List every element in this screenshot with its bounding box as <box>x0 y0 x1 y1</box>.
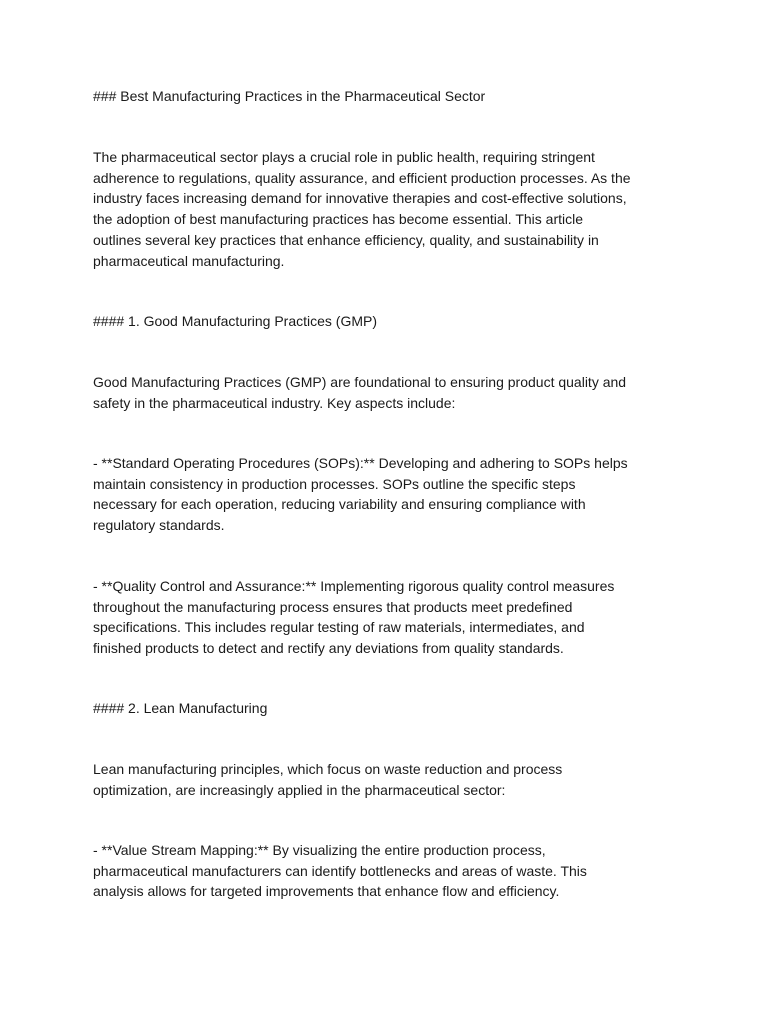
text-line: pharmaceutical manufacturers can identify bottlenecks and areas of waste. This <box>93 862 587 879</box>
text-line: maintain consistency in production processes. SOPs outline the specific steps <box>93 475 576 492</box>
text-line: finished products to detect and rectify any deviations from quality standards. <box>93 640 564 657</box>
text-line: optimization, are increasingly applied in the pharmaceutical sector: <box>93 781 506 798</box>
text-line: specifications. This includes regular testing of raw materials, intermediates, and <box>93 619 585 636</box>
text-line: analysis allows for targeted improvements that enhance flow and efficiency. <box>93 883 560 900</box>
text-line: throughout the manufacturing process ensures that products meet predefined <box>93 598 573 615</box>
text-line: regulatory standards. <box>93 517 225 534</box>
text-line: outlines several key practices that enhance efficiency, quality, and sustainability in <box>93 231 599 248</box>
text-line: #### 1. Good Manufacturing Practices (GMP) <box>93 313 378 329</box>
quality-control-bullet <box>93 576 683 659</box>
text-line: the adoption of best manufacturing practices has become essential. This article <box>93 211 584 228</box>
text-line: adherence to regulations, quality assurance, and efficient production processes. As the <box>93 169 631 186</box>
section-1-heading <box>93 311 683 332</box>
intro-paragraph <box>93 147 683 271</box>
text-line: industry faces increasing demand for innovative therapies and cost-effective solutions, <box>93 190 627 207</box>
document-title <box>93 86 683 107</box>
text-line: The pharmaceutical sector plays a crucial role in public health, requiring stringent <box>93 149 595 165</box>
section-1-intro <box>93 372 683 413</box>
text-line: - **Value Stream Mapping:** By visualizing the entire production process, <box>93 842 546 858</box>
text-line: Lean manufacturing principles, which focus on waste reduction and process <box>93 761 563 777</box>
text-line: #### 2. Lean Manufacturing <box>93 700 268 716</box>
text-line: - **Quality Control and Assurance:** Implementing rigorous quality control measures <box>93 578 615 594</box>
text-line: safety in the pharmaceutical industry. Key aspects include: <box>93 394 456 411</box>
text-line: - **Standard Operating Procedures (SOPs):** Developing and adhering to SOPs helps <box>93 455 628 471</box>
section-2-heading <box>93 698 683 719</box>
section-2-intro <box>93 759 683 800</box>
text-line: necessary for each operation, reducing variability and ensuring compliance with <box>93 496 586 513</box>
value-stream-bullet <box>93 840 683 902</box>
text-line: Good Manufacturing Practices (GMP) are foundational to ensuring product quality and <box>93 374 627 390</box>
text-line: pharmaceutical manufacturing. <box>93 252 285 269</box>
text-line: ### Best Manufacturing Practices in the Pharmaceutical Sector <box>93 88 486 104</box>
sops-bullet <box>93 453 683 536</box>
